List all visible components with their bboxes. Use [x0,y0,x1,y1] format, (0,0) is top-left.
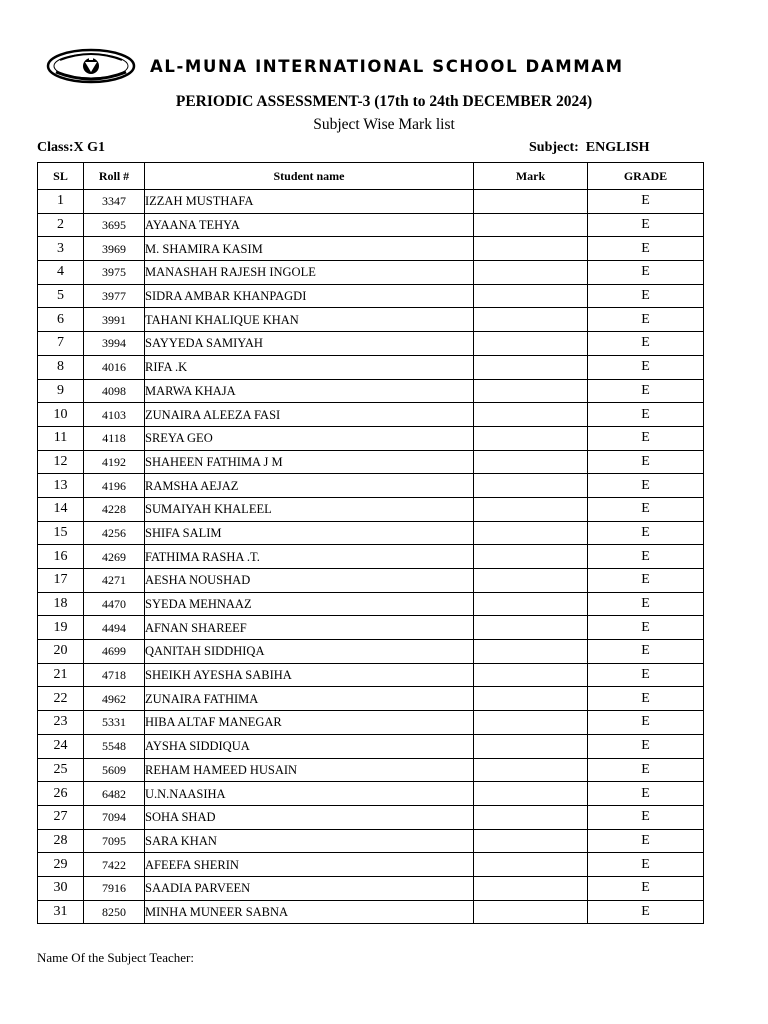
student-name-cell: SREYA GEO [145,426,474,450]
sl-cell: 14 [38,497,84,521]
table-row [38,521,704,545]
roll-cell: 4098 [84,379,145,403]
grade-cell: E [588,332,704,356]
sl-cell: 1 [38,190,84,214]
roll-cell: 4269 [84,545,145,569]
grade-cell: E [588,355,704,379]
roll-cell: 4103 [84,403,145,427]
table-row [38,805,704,829]
roll-cell: 7094 [84,805,145,829]
school-name: AL-MUNA INTERNATIONAL SCHOOL DAMMAM [150,57,624,76]
grade-cell: E [588,521,704,545]
grade-cell: E [588,663,704,687]
table-row [38,592,704,616]
sl-cell: 12 [38,450,84,474]
grade-cell: E [588,805,704,829]
student-name-cell: QANITAH SIDDHIQA [145,640,474,664]
roll-cell: 4718 [84,663,145,687]
table-row [38,474,704,498]
student-name-cell: U.N.NAASIHA [145,782,474,806]
grade-cell: E [588,237,704,261]
sl-cell: 18 [38,592,84,616]
table-row [38,355,704,379]
mark-cell [474,213,588,237]
student-name-cell: SOHA SHAD [145,805,474,829]
sl-cell: 22 [38,687,84,711]
student-name-cell: SARA KHAN [145,829,474,853]
grade-cell: E [588,284,704,308]
school-header [40,38,710,96]
student-name-cell: SHIFA SALIM [145,521,474,545]
table-row [38,190,704,214]
grade-cell: E [588,379,704,403]
mark-cell [474,308,588,332]
mark-cell [474,663,588,687]
table-row [38,758,704,782]
table-row [38,663,704,687]
table-row [38,711,704,735]
mark-cell [474,450,588,474]
student-name-cell: TAHANI KHALIQUE KHAN [145,308,474,332]
mark-cell [474,426,588,450]
table-row [38,332,704,356]
table-row [38,308,704,332]
student-name-cell: SHEIKH AYESHA SABIHA [145,663,474,687]
roll-cell: 3975 [84,261,145,285]
subject-label: Subject: ENGLISH [529,140,650,155]
class-label: Class:X G1 [37,140,106,155]
table-row [38,640,704,664]
sl-cell: 4 [38,261,84,285]
sl-cell: 24 [38,734,84,758]
mark-cell [474,853,588,877]
student-name-cell: AFNAN SHAREEF [145,616,474,640]
mark-cell [474,237,588,261]
roll-cell: 7422 [84,853,145,877]
roll-cell: 7095 [84,829,145,853]
table-row [38,616,704,640]
student-name-cell: SAADIA PARVEEN [145,876,474,900]
sl-cell: 21 [38,663,84,687]
grade-cell: E [588,782,704,806]
sl-cell: 9 [38,379,84,403]
student-name-cell: ZUNAIRA ALEEZA FASI [145,403,474,427]
mark-cell [474,474,588,498]
sl-cell: 26 [38,782,84,806]
header-mark: Mark [474,163,588,190]
mark-cell [474,640,588,664]
grade-cell: E [588,450,704,474]
mark-cell [474,734,588,758]
roll-cell: 8250 [84,900,145,924]
roll-cell: 4118 [84,426,145,450]
table-row [38,782,704,806]
mark-cell [474,711,588,735]
table-row [38,853,704,877]
table-row [38,237,704,261]
grade-cell: E [588,616,704,640]
sl-cell: 8 [38,355,84,379]
roll-cell: 4196 [84,474,145,498]
grade-cell: E [588,734,704,758]
grade-cell: E [588,190,704,214]
table-row [38,876,704,900]
table-row [38,545,704,569]
roll-cell: 4271 [84,569,145,593]
grade-cell: E [588,545,704,569]
grade-cell: E [588,474,704,498]
roll-cell: 5548 [84,734,145,758]
mark-cell [474,592,588,616]
sl-cell: 20 [38,640,84,664]
roll-cell: 4192 [84,450,145,474]
table-row [38,569,704,593]
student-name-cell: RAMSHA AEJAZ [145,474,474,498]
mark-cell [474,876,588,900]
mark-cell [474,545,588,569]
sl-cell: 15 [38,521,84,545]
student-name-cell: FATHIMA RASHA .T. [145,545,474,569]
mark-cell [474,332,588,356]
table-row [38,261,704,285]
table-header-row [38,163,704,190]
mark-cell [474,758,588,782]
roll-cell: 4494 [84,616,145,640]
table-row [38,426,704,450]
mark-cell [474,284,588,308]
grade-cell: E [588,261,704,285]
table-row [38,213,704,237]
grade-cell: E [588,711,704,735]
roll-cell: 4256 [84,521,145,545]
roll-cell: 4699 [84,640,145,664]
grade-cell: E [588,853,704,877]
student-name-cell: AYSHA SIDDIQUA [145,734,474,758]
roll-cell: 7916 [84,876,145,900]
table-row [38,403,704,427]
mark-cell [474,190,588,214]
subject-teacher-label: Name Of the Subject Teacher: [37,950,194,965]
roll-cell: 6482 [84,782,145,806]
roll-cell: 3695 [84,213,145,237]
student-name-cell: SYEDA MEHNAAZ [145,592,474,616]
mark-cell [474,379,588,403]
sl-cell: 23 [38,711,84,735]
school-crest-icon [46,46,136,86]
student-name-cell: HIBA ALTAF MANEGAR [145,711,474,735]
student-name-cell: AESHA NOUSHAD [145,569,474,593]
student-name-cell: MARWA KHAJA [145,379,474,403]
table-row [38,734,704,758]
sl-cell: 16 [38,545,84,569]
student-name-cell: SHAHEEN FATHIMA J M [145,450,474,474]
student-name-cell: SIDRA AMBAR KHANPAGDI [145,284,474,308]
roll-cell: 3969 [84,237,145,261]
table-row [38,284,704,308]
grade-cell: E [588,876,704,900]
header-sl: SL [38,163,84,190]
document-subtitle: Subject Wise Mark list [313,116,455,133]
student-name-cell: AYAANA TEHYA [145,213,474,237]
student-name-cell: M. SHAMIRA KASIM [145,237,474,261]
sl-cell: 25 [38,758,84,782]
sl-cell: 30 [38,876,84,900]
sl-cell: 29 [38,853,84,877]
roll-cell: 4962 [84,687,145,711]
mark-cell [474,900,588,924]
mark-cell [474,261,588,285]
roll-cell: 4016 [84,355,145,379]
document-title: PERIODIC ASSESSMENT-3 (17th to 24th DECEMBER 2024) [175,93,593,110]
sl-cell: 3 [38,237,84,261]
roll-cell: 5609 [84,758,145,782]
table-row [38,900,704,924]
grade-cell: E [588,900,704,924]
grade-cell: E [588,829,704,853]
grade-cell: E [588,403,704,427]
table-body [38,190,704,924]
student-name-cell: MINHA MUNEER SABNA [145,900,474,924]
grade-cell: E [588,640,704,664]
sl-cell: 19 [38,616,84,640]
grade-cell: E [588,687,704,711]
header-roll: Roll # [84,163,145,190]
grade-cell: E [588,497,704,521]
mark-cell [474,521,588,545]
student-name-cell: SAYYEDA SAMIYAH [145,332,474,356]
grade-cell: E [588,758,704,782]
header-grade: GRADE [588,163,704,190]
roll-cell: 4470 [84,592,145,616]
student-name-cell: ZUNAIRA FATHIMA [145,687,474,711]
mark-cell [474,805,588,829]
sl-cell: 6 [38,308,84,332]
mark-list-table [37,162,704,924]
mark-cell [474,569,588,593]
mark-cell [474,403,588,427]
sl-cell: 5 [38,284,84,308]
mark-cell [474,829,588,853]
roll-cell: 4228 [84,497,145,521]
mark-cell [474,497,588,521]
sl-cell: 11 [38,426,84,450]
sl-cell: 10 [38,403,84,427]
sl-cell: 28 [38,829,84,853]
header-student-name: Student name [145,163,474,190]
table-row [38,497,704,521]
sl-cell: 13 [38,474,84,498]
sl-cell: 2 [38,213,84,237]
student-name-cell: AFEEFA SHERIN [145,853,474,877]
mark-cell [474,782,588,806]
roll-cell: 5331 [84,711,145,735]
student-name-cell: REHAM HAMEED HUSAIN [145,758,474,782]
table-row [38,450,704,474]
table-row [38,379,704,403]
sl-cell: 17 [38,569,84,593]
roll-cell: 3991 [84,308,145,332]
mark-cell [474,355,588,379]
sl-cell: 31 [38,900,84,924]
grade-cell: E [588,426,704,450]
mark-cell [474,687,588,711]
sl-cell: 27 [38,805,84,829]
student-name-cell: IZZAH MUSTHAFA [145,190,474,214]
roll-cell: 3977 [84,284,145,308]
grade-cell: E [588,308,704,332]
grade-cell: E [588,569,704,593]
grade-cell: E [588,213,704,237]
roll-cell: 3347 [84,190,145,214]
student-name-cell: SUMAIYAH KHALEEL [145,497,474,521]
student-name-cell: MANASHAH RAJESH INGOLE [145,261,474,285]
roll-cell: 3994 [84,332,145,356]
sl-cell: 7 [38,332,84,356]
table-row [38,829,704,853]
grade-cell: E [588,592,704,616]
table-row [38,687,704,711]
mark-cell [474,616,588,640]
student-name-cell: RIFA .K [145,355,474,379]
